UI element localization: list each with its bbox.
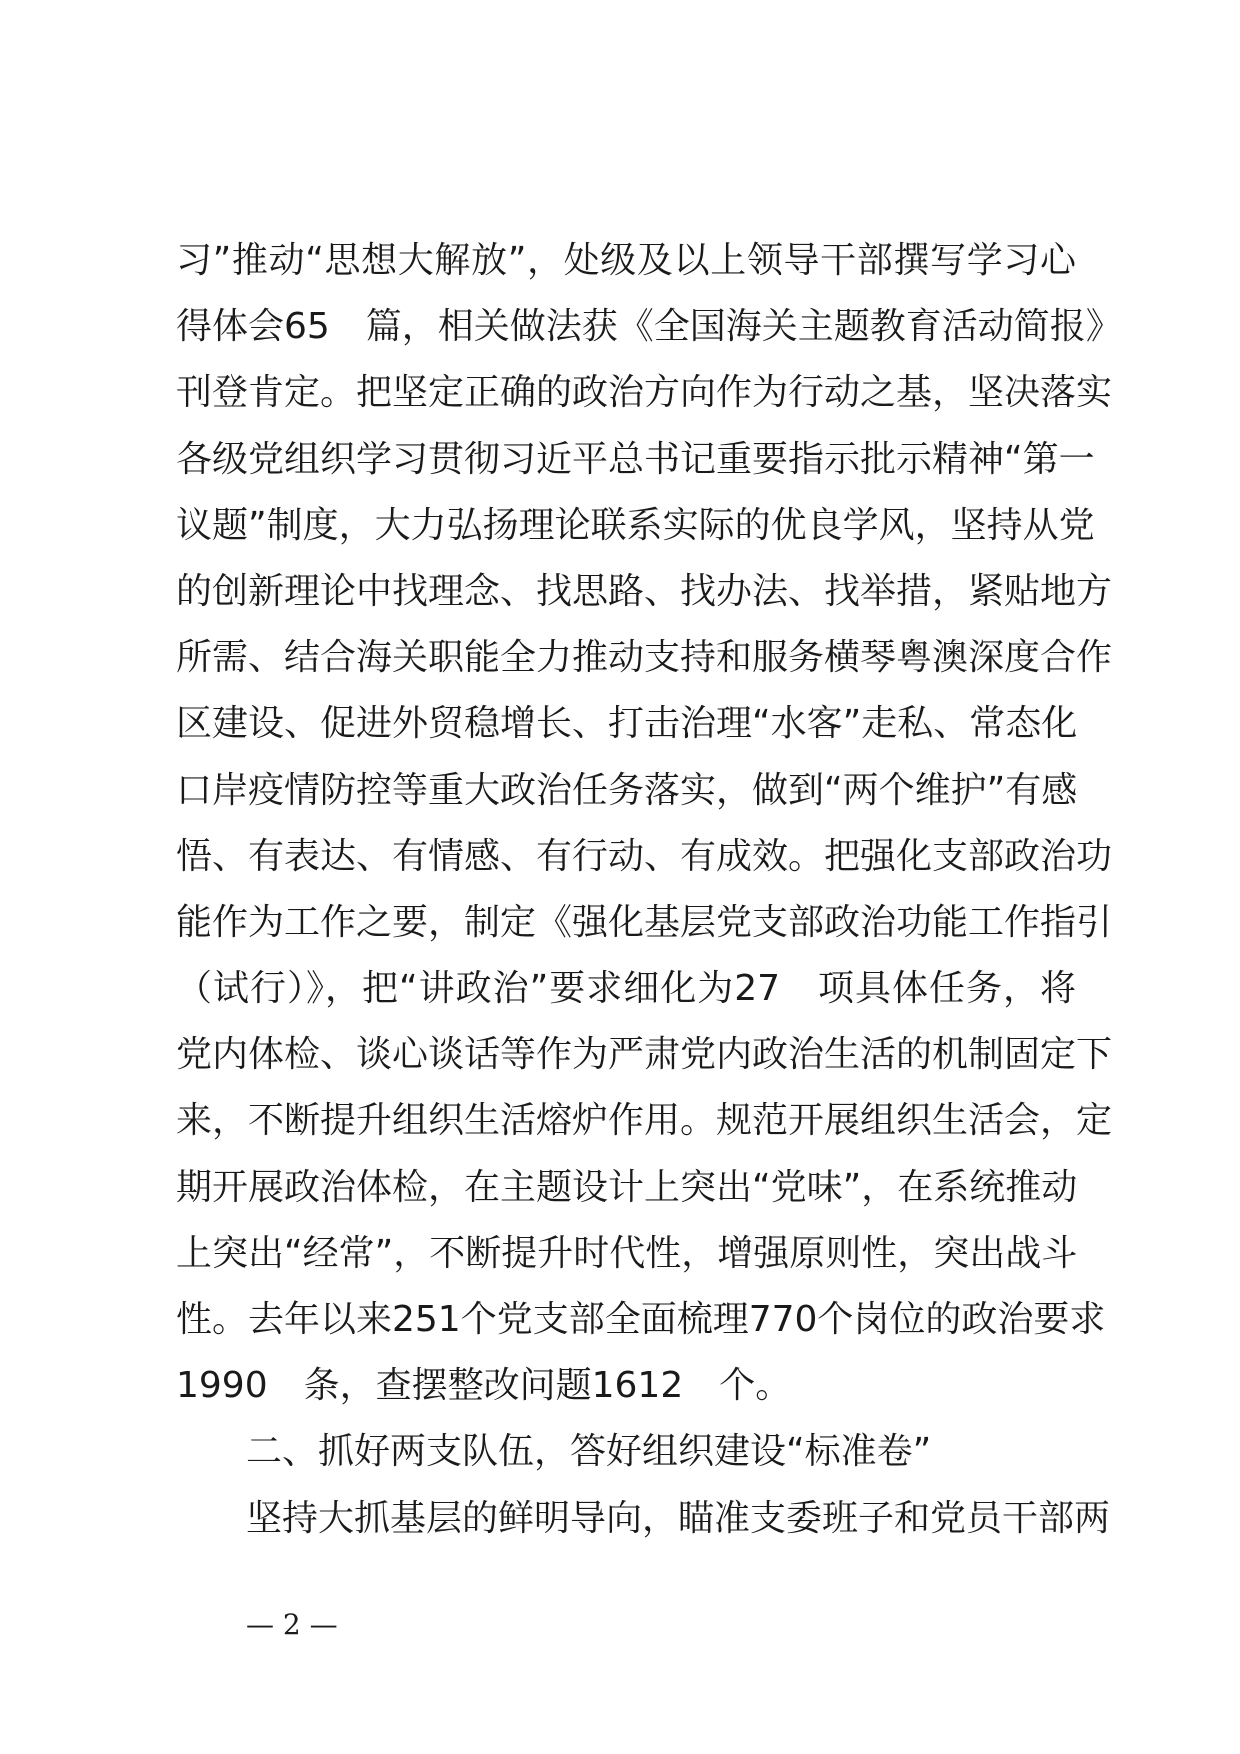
text-line: 议题”制度，大力弘扬理论联系实际的优良学风，坚持从党	[176, 504, 1095, 546]
body-text	[176, 228, 1122, 1552]
text-line: 习”推动“思想大解放”，处级及以上领导干部撰写学习心	[176, 240, 1076, 281]
text-line: 所需、结合海关职能全力推动支持和服务横琴粤澳深度合作	[176, 637, 1113, 679]
page-number: — 2 —	[246, 1608, 338, 1641]
text-line: 口岸疫情防控等重大政治任务落实，做到“两个维护”有感	[176, 769, 1078, 811]
paragraph-first-line: 坚持大抓基层的鲜明导向，瞄准支委班子和党员干部两	[246, 1497, 1111, 1539]
text-line: 悟、有表达、有情感、有行动、有成效。把强化支部政治功	[176, 835, 1113, 877]
section-heading: 二、抓好两支队伍，答好组织建设“标准卷”	[246, 1431, 932, 1473]
text-line: 得体会65 篇，相关做法获《全国海关主题教育活动简报》	[176, 306, 1122, 348]
text-line: 区建设、促进外贸稳增长、打击治理“水客”走私、常态化	[176, 703, 1078, 745]
text-line: 期开展政治体检，在主题设计上突出“党味”，在系统推动	[176, 1166, 1078, 1208]
text-line: 党内体检、谈心谈话等作为严肃党内政治生活的机制固定下	[176, 1034, 1113, 1076]
text-line: （试行）》，把“讲政治”要求细化为27 项具体任务，将	[176, 968, 1076, 1010]
text-line: 的创新理论中找理念、找思路、找办法、找举措，紧贴地方	[176, 570, 1113, 612]
text-line: 上突出“经常”，不断提升时代性，增强原则性，突出战斗	[176, 1232, 1078, 1274]
text-line: 来，不断提升组织生活熔炉作用。规范开展组织生活会，定	[176, 1100, 1113, 1142]
text-line: 1990 条，查摆整改问题1612 个。	[176, 1365, 792, 1407]
text-line: 各级党组织学习贯彻习近平总书记重要指示批示精神“第一	[176, 438, 1095, 480]
text-line: 刊登肯定。把坚定正确的政治方向作为行动之基，坚决落实	[176, 372, 1113, 414]
text-line: 能作为工作之要，制定《强化基层党支部政治功能工作指引	[176, 901, 1113, 943]
text-line: 性。去年以来251个党支部全面梳理770个岗位的政治要求	[176, 1299, 1106, 1340]
